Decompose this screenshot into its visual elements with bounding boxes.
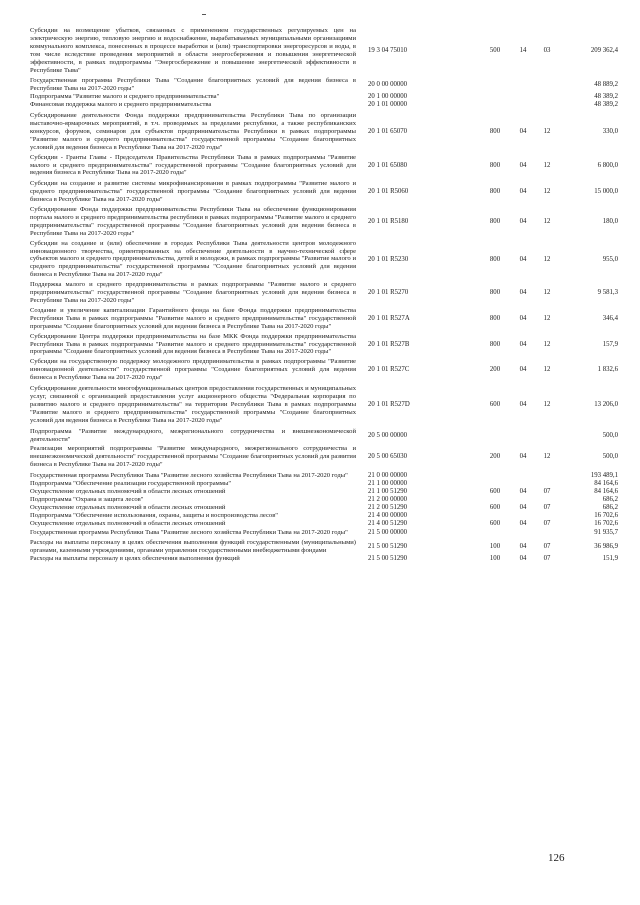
table-row <box>30 512 620 520</box>
row-section: 04 <box>519 366 527 374</box>
row-section: 04 <box>519 340 527 348</box>
row-description: Государственная программа Республики Тыва "Развитие лесного хозяйства Республики Тыва на 2017-2020 годы" <box>30 472 348 480</box>
row-code: 20 0 00 00000 <box>368 81 408 89</box>
row-amount: 15 000,0 <box>594 188 618 196</box>
row-expense-type: 800 <box>489 188 501 196</box>
row-section: 04 <box>519 161 527 169</box>
row-section: 04 <box>519 543 527 551</box>
row-amount: 157,9 <box>602 340 618 348</box>
row-code: 21 5 00 51290 <box>368 555 408 563</box>
row-description: Государственная программа Республики Тыва "Создание благоприятных условий для ведения бизнеса в Республике Тыва на 2017-2020 годы" <box>30 77 356 93</box>
row-subsection: 12 <box>543 289 551 297</box>
row-expense-type: 800 <box>489 161 501 169</box>
table-row <box>30 504 620 512</box>
row-expense-type: 800 <box>489 128 501 136</box>
table-row <box>30 539 620 555</box>
table-row <box>30 333 620 357</box>
row-section: 04 <box>519 487 527 495</box>
row-description: Субсидирование деятельности многофункциональных центров предоставления государственных и муниципальных услуг, связанной с организацией предоставления услуг акционерного общества "Федеральная корпорация по развитию малого и среднего предпринимательства" на территории Республики Тыва в рамках подпрограммы "Развитие малого и среднего предпринимательства" государственной программы "Создание благоприятных условий для ведения бизнеса в Республике Тыва на 2017-2020 годы" <box>30 385 356 424</box>
row-subsection: 12 <box>543 188 551 196</box>
row-amount: 6 800,0 <box>597 161 618 169</box>
row-amount: 16 702,6 <box>594 511 618 519</box>
row-subsection: 07 <box>543 487 551 495</box>
table-row <box>30 472 620 480</box>
row-code: 19 3 04 75010 <box>368 47 408 54</box>
row-code: 20 1 01 00000 <box>368 101 408 109</box>
row-section: 04 <box>519 218 527 226</box>
table-row <box>30 520 620 528</box>
row-expense-type: 800 <box>489 255 501 263</box>
row-code: 21 5 00 00000 <box>368 529 408 537</box>
row-section: 04 <box>519 314 527 322</box>
row-description: Подпрограмма "Обеспечение использования, охраны, защиты и воспроизводства лесов" <box>30 511 278 519</box>
row-expense-type: 600 <box>489 401 501 409</box>
table-row <box>30 154 620 178</box>
row-description: Субсидирование Центра поддержки предпринимательства на базе МКК Фонда поддержки предпринимательства Республики Тыва в рамках подпрограммы "Развитие малого и среднего предпринимательства" государственной программы "Создание благоприятных условий для ведения бизнеса в Республике Тыва на 2017-2020 годы" <box>30 332 356 356</box>
row-code: 20 1 01 65080 <box>368 161 408 169</box>
row-subsection: 12 <box>543 314 551 322</box>
row-description: Расходы на выплаты персоналу в целях обеспечения выполнения функций <box>30 555 240 563</box>
row-amount: 13 206,0 <box>594 401 618 409</box>
row-subsection: 07 <box>543 555 551 563</box>
row-code: 21 2 00 51290 <box>368 503 408 511</box>
row-amount: 91 935,7 <box>594 529 618 537</box>
row-amount: 84 164,6 <box>594 487 618 495</box>
row-code: 21 0 00 00000 <box>368 472 408 480</box>
row-subsection: 12 <box>543 255 551 263</box>
row-code: 20 1 00 00000 <box>368 93 408 101</box>
row-description: Субсидии на создание и (или) обеспечение в городах Республики Тыва деятельности центров молодежного инновационного творчества, ориентированных на обеспечение деятельности в научно-технической сфере субъектов малого и среднего предпринимательства, детей и молодежи, в рамках подпрограммы "Развитие малого и среднего предпринимательства" государственной программы "Создание благоприятных условий для ведения бизнеса в Республике Тыва на 2017-2020 годы" <box>30 239 356 279</box>
row-code: 20 1 01 R5060 <box>368 188 409 196</box>
row-code: 20 1 01 65070 <box>368 128 408 136</box>
row-section: 04 <box>519 188 527 196</box>
row-amount: 48 889,2 <box>594 81 618 89</box>
row-subsection: 12 <box>543 366 551 374</box>
row-expense-type: 800 <box>489 340 501 348</box>
row-expense-type: 600 <box>489 503 501 511</box>
row-code: 20 5 00 00000 <box>368 431 408 439</box>
table-row <box>30 27 620 74</box>
row-code: 21 1 00 51290 <box>368 487 408 495</box>
page-number: 126 <box>548 852 565 864</box>
row-subsection: 07 <box>543 543 551 551</box>
table-row <box>30 496 620 504</box>
row-code: 21 5 00 51290 <box>368 543 408 551</box>
row-section: 04 <box>519 128 527 136</box>
row-code: 20 1 01 R527B <box>368 340 410 348</box>
row-code: 20 1 01 R5270 <box>368 289 409 297</box>
row-section: 04 <box>519 289 527 297</box>
table-row <box>30 93 620 101</box>
budget-table <box>30 27 620 563</box>
row-code: 20 1 01 R5230 <box>368 255 409 263</box>
row-description: Создание и увеличение капитализации Гарантийного фонда на базе Фонда поддержки предпринимательства Республики Тыва в рамках подпрограммы "Развитие малого и среднего предпринимательства" государственной программы "Создание благоприятных условий для ведения бизнеса в Республике Тыва на 2017-2020 годы" <box>30 306 356 330</box>
row-subsection: 12 <box>543 340 551 348</box>
row-subsection: 12 <box>543 161 551 169</box>
row-description: Субсидии на государственную поддержку молодежного предпринимательства в рамках подпрограммы "Развитие инновационной деятельности" государственной программы "Создание благоприятных условий для ведения бизнеса в Республике Тыва на 2017-2020 годы" <box>30 358 356 382</box>
row-section: 04 <box>519 555 527 563</box>
table-row <box>30 480 620 488</box>
row-section: 04 <box>519 255 527 263</box>
row-description: Осуществление отдельных полномочий в области лесных отношений <box>30 503 226 511</box>
row-amount: 180,0 <box>602 218 618 226</box>
row-amount: 36 986,9 <box>594 543 618 551</box>
row-amount: 330,0 <box>602 128 618 136</box>
row-subsection: 07 <box>543 503 551 511</box>
table-row <box>30 240 620 280</box>
scan-mark <box>202 14 206 15</box>
row-expense-type: 500 <box>489 47 501 54</box>
row-subsection: 12 <box>543 401 551 409</box>
row-amount: 500,0 <box>602 431 618 439</box>
row-description: Финансовая поддержка малого и среднего предпринимательства <box>30 101 212 109</box>
row-section: 04 <box>519 453 527 461</box>
row-amount: 500,0 <box>602 453 618 461</box>
row-description: Подпрограмма "Охрана и защита лесов" <box>30 495 144 503</box>
row-amount: 9 581,3 <box>597 289 618 297</box>
row-section: 04 <box>519 401 527 409</box>
table-row <box>30 112 620 152</box>
row-description: Поддержка малого и среднего предпринимательства в рамках подпрограммы "Развитие малого и среднего предпринимательства" государственной программы "Создание благоприятных условий для ведения бизнеса в Республике Тыва на 2017-2020 годы" <box>30 281 356 304</box>
row-expense-type: 200 <box>489 453 501 461</box>
row-code: 20 1 01 R527D <box>368 401 410 409</box>
row-expense-type: 800 <box>489 218 501 226</box>
row-section: 14 <box>519 47 527 54</box>
table-row <box>30 488 620 496</box>
table-row <box>30 358 620 382</box>
table-row <box>30 180 620 204</box>
row-subsection: 03 <box>543 47 551 54</box>
row-expense-type: 600 <box>489 487 501 495</box>
table-row <box>30 77 620 93</box>
row-expense-type: 200 <box>489 366 501 374</box>
row-description: Субсидии на возмещение убытков, связанных с применением государственных регулируемых цен на электрическую энергию, тепловую энергию и водоснабжение, вырабатываемых муниципальными организациями коммунального комплекса, понесенных в процессе выработки и (или) транспортировки энергоресурсов и воды, в том числе вследствие проведения мероприятий в области энергосбережения и повышения энергетической эффективности, в рамках подпрограммы "Энергосбережение и повышение энергетической эффективности в Республике Тыва" <box>30 27 356 74</box>
row-code: 20 1 01 R5180 <box>368 218 409 226</box>
row-expense-type: 100 <box>489 543 501 551</box>
row-amount: 48 389,2 <box>594 101 618 109</box>
row-subsection: 12 <box>543 453 551 461</box>
row-code: 20 1 01 R527C <box>368 366 410 374</box>
row-amount: 16 702,6 <box>594 519 618 527</box>
row-code: 21 4 00 00000 <box>368 511 408 519</box>
table-row <box>30 206 620 238</box>
table-row <box>30 385 620 425</box>
row-section: 04 <box>519 519 527 527</box>
row-amount: 955,0 <box>602 255 618 263</box>
row-section: 04 <box>519 503 527 511</box>
row-amount: 84 164,6 <box>594 480 618 488</box>
row-amount: 193 489,1 <box>590 472 618 480</box>
row-expense-type: 100 <box>489 555 501 563</box>
row-subsection: 12 <box>543 128 551 136</box>
row-description: Осуществление отдельных полномочий в области лесных отношений <box>30 519 226 527</box>
row-description: Субсидирование деятельности Фонда поддержки предпринимательства Республики Тыва по организации выставочно-ярмарочных мероприятий, в т.ч. проводимых за пределами республики, а также республиканских конкурсов, форумов, семинаров для субъектов предпринимательства Республики в рамках подпрограммы "Развитие малого и среднего предпринимательства" государственной программы "Создание благоприятных условий для ведения бизнеса в Республике Тыва на 2017-2020 годы" <box>30 112 356 151</box>
table-row <box>30 555 620 563</box>
row-amount: 151,9 <box>602 555 618 563</box>
row-description: Субсидии на создание и развитие системы микрофинансирования в рамках подпрограммы "Развитие малого и среднего предпринимательства" государственной программы "Создание благоприятных условий для ведения бизнеса в Республике Тыва на 2017-2020 годы" <box>30 180 356 204</box>
table-row <box>30 428 620 444</box>
row-description: Подпрограмма "Обеспечение реализации государственной программы" <box>30 480 232 488</box>
row-description: Реализация мероприятий подпрограммы "Развитие международного, межрегионального сотрудничества и внешнеэкономической деятельности" государственной программы "Создание благоприятных условий для развития бизнеса в Республике Тыва на 2017-2020 годы" <box>30 445 356 469</box>
row-code: 20 5 00 65030 <box>368 453 408 461</box>
row-code: 20 1 01 R527A <box>368 314 410 322</box>
row-amount: 1 832,6 <box>597 366 618 374</box>
row-amount: 346,4 <box>602 314 618 322</box>
row-subsection: 12 <box>543 218 551 226</box>
row-code: 21 2 00 00000 <box>368 495 408 503</box>
row-amount: 686,2 <box>602 503 618 511</box>
row-description: Подпрограмма "Развитие международного, межрегионального сотрудничества и внешнеэкономической деятельности" <box>30 427 356 443</box>
row-description: Расходы на выплаты персоналу в целях обеспечения выполнения функций государственными (муниципальными) органами, казенными учреждениями, органами управления государственными внебюджетными фондами <box>30 539 356 555</box>
table-row <box>30 445 620 469</box>
row-amount: 209 362,4 <box>590 47 618 54</box>
row-description: Подпрограмма "Развитие малого и среднего предпринимательства" <box>30 93 220 101</box>
row-description: Субсидирование Фонда поддержки предпринимательства Республики Тыва на обеспечение функционирования портала малого и среднего предпринимательства республики в рамках подпрограммы "Развитие малого и среднего предпринимательства" государственной программы "Создание благоприятных условий для ведения бизнеса в Республике Тыва на 2017-2020 годы" <box>30 206 356 237</box>
table-row <box>30 307 620 331</box>
row-amount: 686,2 <box>602 495 618 503</box>
row-description: Субсидии - Гранты Главы - Председателя Правительства Республики Тыва в рамках подпрограммы "Развитие малого и среднего предпринимательства" государственной программы "Создание благоприятных условий для ведения бизнеса в Республике Тыва на 2017-2020 годы" <box>30 153 356 177</box>
row-code: 21 1 00 00000 <box>368 480 408 488</box>
row-subsection: 07 <box>543 519 551 527</box>
row-description: Государственная программа Республики Тыва "Развитие лесного хозяйства Республики Тыва на 2017-2020 годы" <box>30 529 348 537</box>
table-row <box>30 101 620 109</box>
row-expense-type: 800 <box>489 289 501 297</box>
row-amount: 48 389,2 <box>594 93 618 101</box>
table-row <box>30 281 620 305</box>
row-code: 21 4 00 51290 <box>368 519 408 527</box>
row-expense-type: 600 <box>489 519 501 527</box>
table-row <box>30 529 620 537</box>
row-description: Осуществление отдельных полномочий в области лесных отношений <box>30 487 226 495</box>
row-expense-type: 800 <box>489 314 501 322</box>
